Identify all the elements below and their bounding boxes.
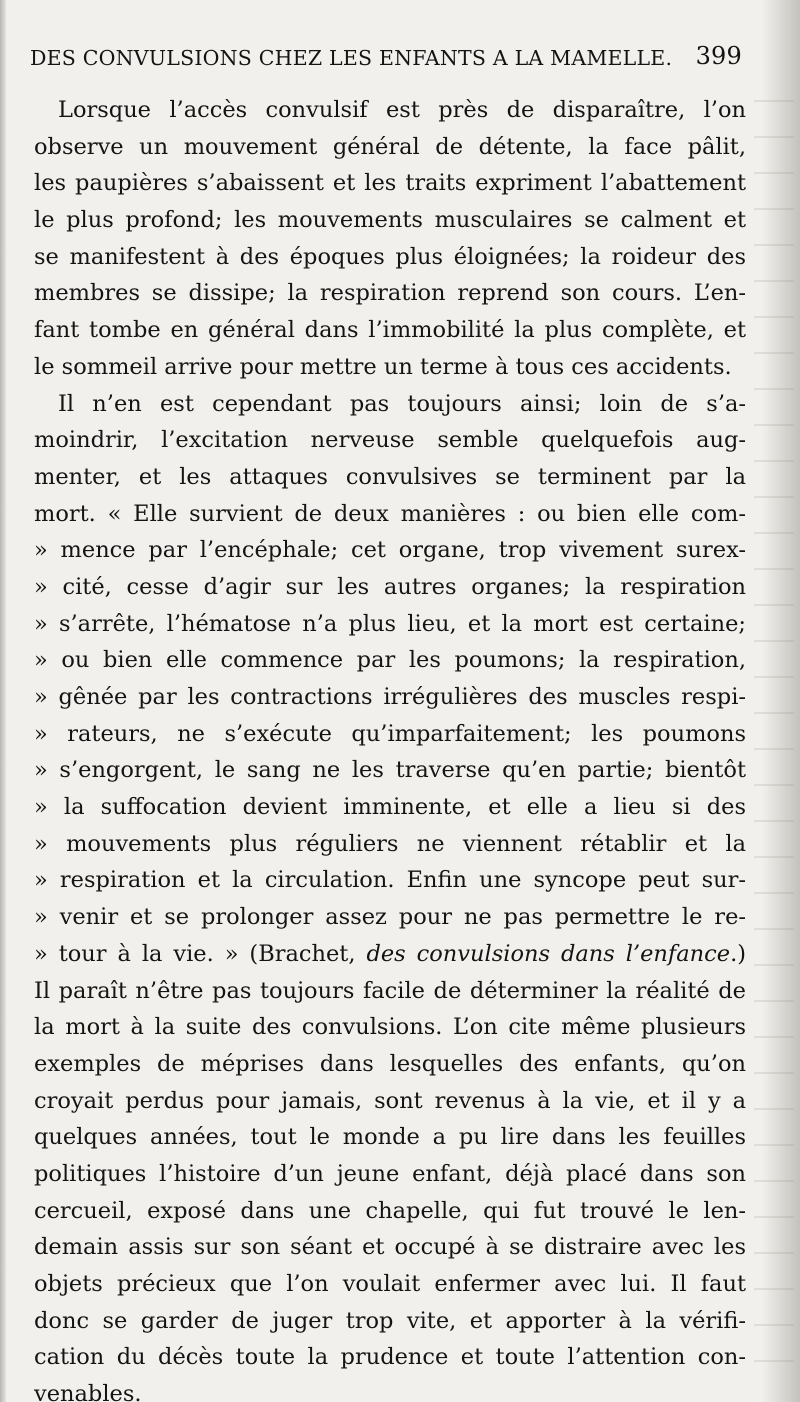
text-line: Lorsque l’accès convulsif est près de disparaître, l’on <box>58 97 746 123</box>
text-line: observe un mouvement général de détente, la face pâlit, <box>34 133 746 160</box>
text-line: objets précieux que l’on voulait enfermer avec lui. Il faut <box>34 1271 746 1297</box>
text-line: se manifestent à des époques plus éloignées; la roideur des <box>34 243 746 270</box>
text-line: » s’arrête, l’hématose n’a plus lieu, et la mort est certaine; <box>34 610 746 637</box>
page-gutter-shadow <box>0 0 6 1402</box>
text-line: demain assis sur son séant et occupé à se distraire avec les <box>34 1234 746 1261</box>
citation-prefix: » tour à la vie. » (Brachet, <box>34 940 367 967</box>
text-line: le sommeil arrive pour mettre un terme à tous ces accidents. <box>34 353 732 380</box>
citation-suffix: .) <box>730 940 747 967</box>
text-line: croyait perdus pour jamais, sont revenus à la vie, et il y a <box>34 1087 746 1114</box>
text-line: Il n’en est cependant pas toujours ainsi; loin de s’a- <box>58 390 746 417</box>
page-number: 399 <box>695 42 742 70</box>
text-line: » cité, cesse d’agir sur les autres organes; la respiration <box>34 573 746 600</box>
text-line: le plus profond; les mouvements musculaires se calment et <box>34 207 746 234</box>
text-line: venables. <box>34 1381 142 1402</box>
text-line: mort. « Elle survient de deux manières : ou bien elle com- <box>34 500 746 527</box>
text-line: cercueil, exposé dans une chapelle, qui fut trouvé le len- <box>34 1197 746 1224</box>
text-line: Il paraît n’être pas toujours facile de déterminer la réalité de <box>34 977 746 1004</box>
text-line: » venir et se prolonger assez pour ne pas permettre le re- <box>34 904 746 931</box>
text-line: les paupières s’abaissent et les traits expriment l’abattement <box>34 170 746 197</box>
text-line: » s’engorgent, le sang ne les traverse qu’en partie; bientôt <box>34 757 746 784</box>
text-line: » rateurs, ne s’exécute qu’imparfaitement; les poumons <box>34 720 746 747</box>
running-head <box>30 40 742 74</box>
citation-line <box>34 936 746 973</box>
running-head-title: DES CONVULSIONS CHEZ LES ENFANTS A LA MAMELLE. <box>30 46 673 70</box>
text-line: exemples de méprises dans lesquelles des enfants, qu’on <box>34 1050 746 1077</box>
cited-work-title: des convulsions dans l’enfance <box>366 940 731 967</box>
text-line: » mence par l’encéphale; cet organe, trop vivement surex- <box>34 537 746 564</box>
text-line: membres se dissipe; la respiration reprend son cours. L’en- <box>34 280 746 307</box>
body-text <box>34 92 746 1402</box>
show-through-texture <box>754 80 794 1380</box>
text-line: politiques l’histoire d’un jeune enfant, déjà placé dans son <box>34 1160 746 1187</box>
text-line: » gênée par les contractions irrégulières des muscles respi- <box>34 684 746 710</box>
text-line: cation du décès toute la prudence et toute l’attention con- <box>34 1344 746 1371</box>
text-line: donc se garder de juger trop vite, et apporter à la vérifi- <box>34 1307 746 1334</box>
text-line: » respiration et la circulation. Enfin une syncope peut sur- <box>34 867 746 894</box>
text-line: » mouvements plus réguliers ne viennent rétablir et la <box>34 830 746 857</box>
text-line: la mort à la suite des convulsions. L’on cite même plusieurs <box>34 1014 746 1041</box>
text-line: » la suffocation devient imminente, et elle a lieu si des <box>34 794 746 821</box>
text-line: menter, et les attaques convulsives se terminent par la <box>34 463 746 490</box>
text-line: moindrir, l’excitation nerveuse semble quelquefois aug- <box>34 427 746 454</box>
text-line: » ou bien elle commence par les poumons; la respiration, <box>34 647 746 674</box>
text-line: quelques années, tout le monde a pu lire dans les feuilles <box>34 1124 746 1151</box>
text-line: fant tombe en général dans l’immobilité la plus complète, et <box>34 317 746 344</box>
